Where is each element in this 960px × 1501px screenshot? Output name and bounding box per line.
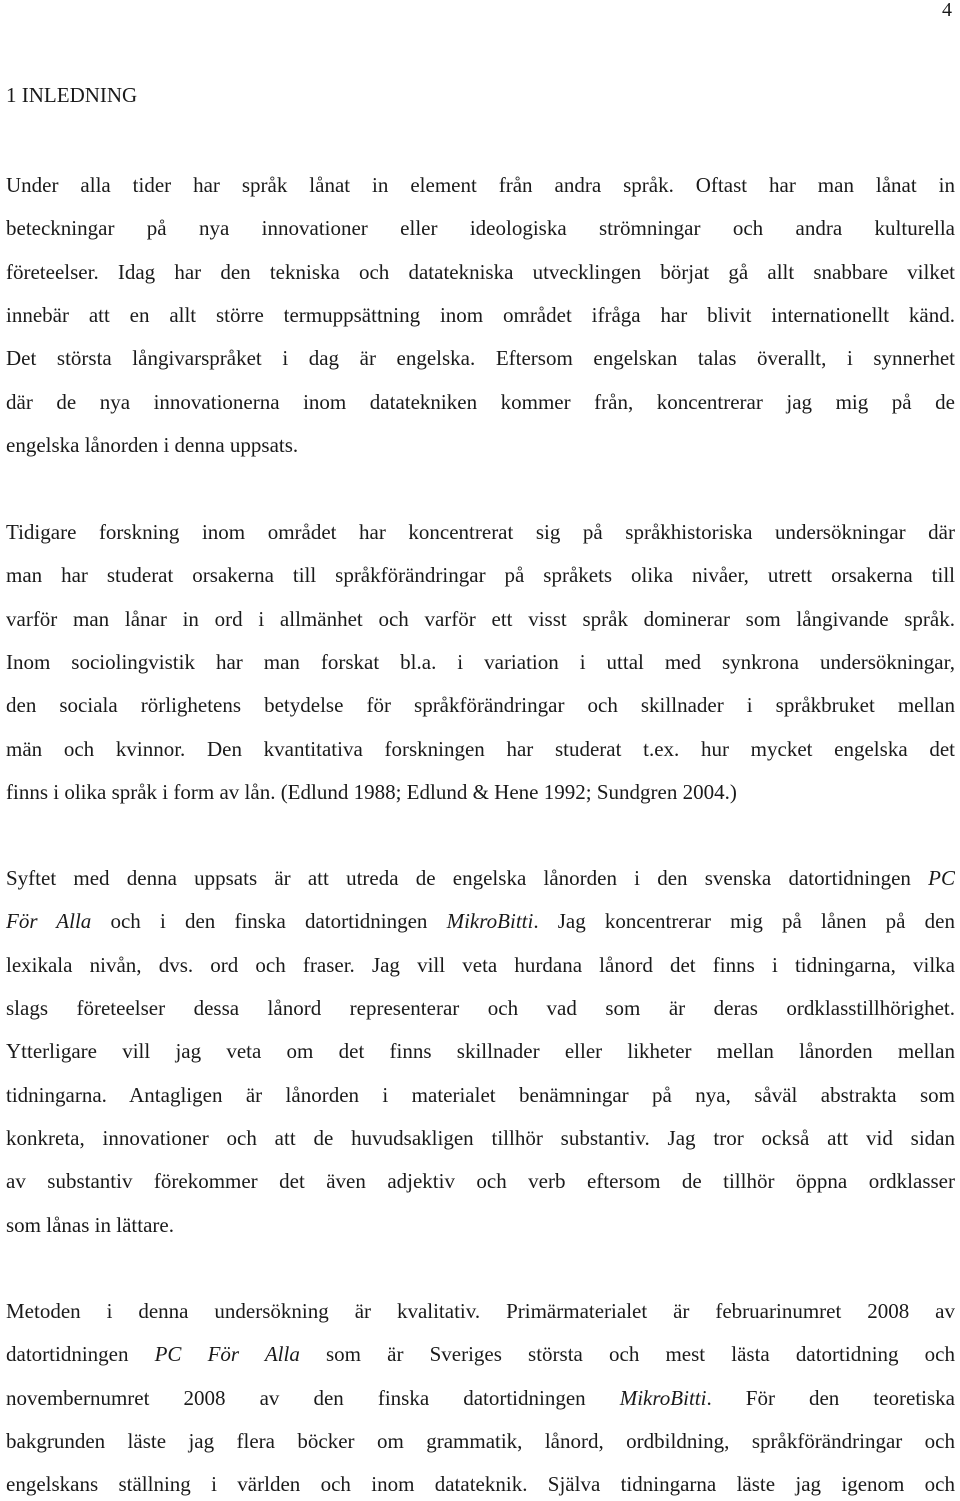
text-run: engelska lånorden i denna uppsats. (6, 433, 299, 457)
text-line (6, 387, 955, 417)
text-run: datortidningen (6, 1342, 155, 1366)
text-run: beteckningar på nya innovationer eller ideologiska strömningar och andra kulturella (6, 216, 955, 240)
text-line (6, 1339, 955, 1369)
text-run: innebär att en allt större termuppsättning inom området ifråga har blivit internationellt känd. (6, 303, 955, 327)
text-line (6, 993, 955, 1023)
text-run: novembernumret 2008 av den finska datortidningen (6, 1386, 620, 1410)
page-number: 4 (942, 0, 952, 21)
text-line (6, 863, 955, 893)
text-line (6, 1296, 955, 1326)
text-run: och i den finska datortidningen (91, 909, 447, 933)
text-run: Inom sociolingvistik har man forskat bl.a. i variation i uttal med synkrona undersökningar, (6, 650, 955, 674)
text-line (6, 690, 955, 720)
text-run: som lånas in lättare. (6, 1213, 174, 1237)
text-run: . För den teoretiska (706, 1386, 955, 1410)
text-line (6, 647, 955, 677)
text-run: engelskans ställning i världen och inom datateknik. Själva tidningarna läste jag igenom och (6, 1472, 955, 1496)
text-line (6, 604, 955, 634)
text-line (6, 560, 955, 590)
text-line (6, 343, 955, 373)
text-run: varför man lånar in ord i allmänhet och varför ett visst språk dominerar som långivande språk. (6, 607, 955, 631)
text-run: . Jag koncentrerar mig på lånen på den (533, 909, 955, 933)
italic-title: PC För Alla (154, 1342, 300, 1366)
text-line (6, 1036, 955, 1066)
italic-title: MikroBitti (446, 909, 534, 933)
text-run: som är Sveriges största och mest lästa datortidning och (299, 1342, 955, 1366)
text-run: finns i olika språk i form av lån. (Edlund 1988; Edlund & Hene 1992; Sundgren 2004.) (6, 780, 737, 804)
text-run: Under alla tider har språk lånat in element från andra språk. Oftast har man lånat in (6, 173, 955, 197)
text-run: företeelser. Idag har den tekniska och datatekniska utvecklingen börjat gå allt snabbare vilket (6, 260, 955, 284)
text-line (6, 1210, 955, 1240)
text-line (6, 1426, 955, 1456)
text-line (6, 1383, 955, 1413)
text-line (6, 777, 955, 807)
text-run: den sociala rörlighetens betydelse för språkförändringar och skillnader i språkbruket mellan (6, 693, 955, 717)
text-run: man har studerat orsakerna till språkförändringar på språkets olika nivåer, utrett orsakerna till (6, 563, 955, 587)
text-run: Syftet med denna uppsats är att utreda de engelska lånorden i den svenska datortidningen (6, 866, 929, 890)
italic-title: För Alla (6, 909, 92, 933)
text-run: av substantiv förekommer det även adjektiv och verb eftersom de tillhör öppna ordklasser (6, 1169, 955, 1193)
text-line (6, 950, 955, 980)
text-run: Ytterligare vill jag veta om det finns skillnader eller likheter mellan lånorden mellan (6, 1039, 955, 1063)
text-run: konkreta, innovationer och att de huvudsakligen tillhör substantiv. Jag tror också att vid sidan (6, 1126, 955, 1150)
text-line (6, 906, 955, 936)
text-run: män och kvinnor. Den kvantitativa forskningen har studerat t.ex. hur mycket engelska det (6, 737, 955, 761)
text-line (6, 170, 955, 200)
section-heading: 1 INLEDNING (6, 83, 138, 107)
text-line (6, 257, 955, 287)
text-line (6, 1469, 955, 1499)
text-line (6, 213, 955, 243)
italic-title: PC (928, 866, 955, 890)
text-run: slags företeelser dessa lånord representerar och vad som är deras ordklasstillhörighet. (6, 996, 955, 1020)
text-line (6, 734, 955, 764)
text-line (6, 1123, 955, 1153)
text-line (6, 1080, 955, 1110)
text-line (6, 430, 955, 460)
text-line (6, 517, 955, 547)
text-run: Tidigare forskning inom området har koncentrerat sig på språkhistoriska undersökningar där (6, 520, 955, 544)
text-run: lexikala nivån, dvs. ord och fraser. Jag vill veta hurdana lånord det finns i tidningarna, vilka (6, 953, 955, 977)
text-run: där de nya innovationerna inom datatekniken kommer från, koncentrerar jag mig på de (6, 390, 955, 414)
text-run: tidningarna. Antagligen är lånorden i materialet benämningar på nya, såväl abstrakta som (6, 1083, 955, 1107)
text-run: bakgrunden läste jag flera böcker om grammatik, lånord, ordbildning, språkförändringar och (6, 1429, 955, 1453)
text-run: Metoden i denna undersökning är kvalitativ. Primärmaterialet är februarinumret 2008 av (6, 1299, 955, 1323)
italic-title: MikroBitti (619, 1386, 707, 1410)
text-line (6, 1166, 955, 1196)
text-line (6, 300, 955, 330)
text-run: Det största långivarspråket i dag är engelska. Eftersom engelskan talas överallt, i synnerhet (6, 346, 955, 370)
